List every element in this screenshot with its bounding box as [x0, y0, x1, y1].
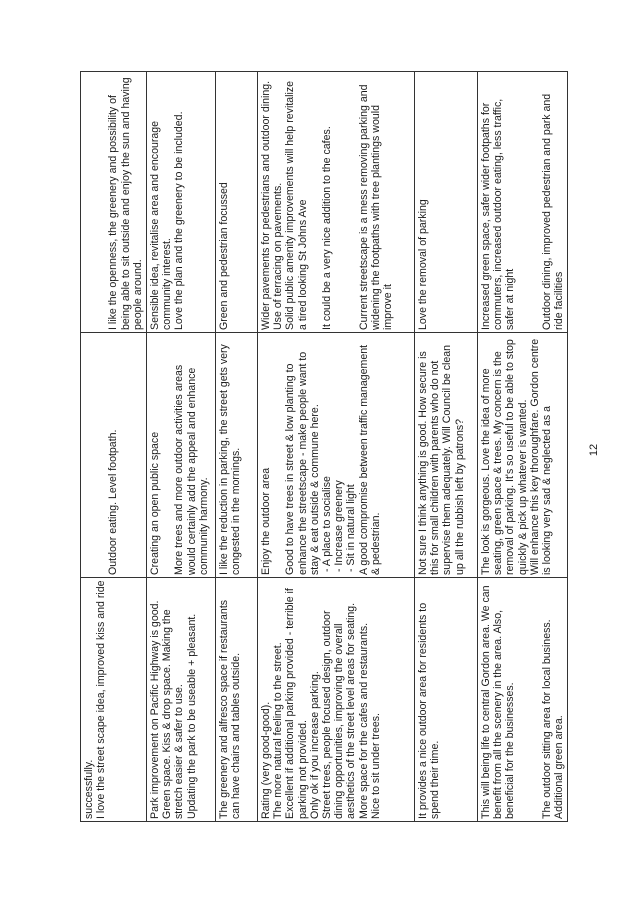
- table-cell: [81, 333, 147, 578]
- cell-text: I like the reduction in parking, the street gets very congested in the mornings.: [218, 341, 243, 575]
- cell-text: Park improvement on Pacific Highway is good. Green space. Kiss & drop space. Making the stretch easier & safer to use. Updating the park to be useable + pleasant.: [149, 600, 198, 819]
- table-cell: [415, 72, 478, 333]
- table-cell: [415, 333, 478, 578]
- cell-text: successfully. I love the street scape idea, improved kiss and ride: [83, 580, 108, 819]
- table-row: [478, 72, 568, 822]
- table-cell: [147, 578, 216, 822]
- cell-text: Green and pedestrian focussed: [218, 182, 231, 330]
- table-cell: [81, 578, 147, 822]
- cell-text: Creating an open public space More trees and more outdoor activities areas would certainly add the appeal and enhance community harmony.: [149, 364, 210, 575]
- cell-text: Love the removal of parking: [417, 199, 430, 330]
- table-row: [415, 72, 478, 822]
- feedback-table: [80, 71, 568, 822]
- table-row: [258, 72, 415, 822]
- table-cell: [478, 72, 568, 333]
- table-row: [147, 72, 216, 822]
- table-cell: [258, 72, 415, 333]
- cell-text: I like the openness, the greenery and possibility of being able to sit outside and enjoy the sun and having people around.: [107, 77, 144, 330]
- cell-text: The greenery and alfresco space if restaurants can have chairs and tables outside.: [218, 596, 243, 819]
- table-cell: [415, 578, 478, 822]
- page-number: 12: [588, 443, 600, 457]
- cell-text: Wider pavements for pedestrians and outdoor dining. Use of terracing on pavements. Solid public amenity improvements will help revitalize a tired looking St Johns Ave It could be a very nice addition to the cafes. Current streetscape is a mess removing parking and widening the footpaths with tree plantings would improve it: [260, 80, 395, 330]
- table-cell: [478, 333, 568, 578]
- cell-text: Sensible idea, revitalise area and encourage community interest. Love the plan and the greenery to be included.: [149, 111, 186, 330]
- table-cell: [478, 578, 568, 822]
- table-cell: [216, 72, 258, 333]
- cell-text: The look is gorgeous. Love the idea of more seating, green space & trees. My concern is the removal of parking. It's so useful to be able to stop quickly & pick up whatever is wanted. Will enhance this key thoroughfare. Gordon centre is looking very sad & neglected as a: [480, 338, 554, 575]
- cell-text: This will being life to central Gordon area. We can benefit from all the scenery in the area. Also, beneficial for the businesses. The outdoor sitting area for local business. Additional green area.: [480, 585, 566, 819]
- cell-text: Enjoy the outdoor area Good to have trees in street & low planting to enhance the streetscape - make people want to stay & eat outside & commune here. - A place to socialise - Increase greenery - Sit in natural light A good compromise between traffic management & pedestrian.: [260, 344, 382, 575]
- table-cell: [258, 333, 415, 578]
- table-cell: [147, 333, 216, 578]
- cell-text: Increased green space, safer wider footpaths for commuters, increased outdoor eating, less traffic, safer at night Outdoor dining, improved pedestrian and park and ride facilities: [480, 93, 566, 330]
- cell-text: Outdoor eating. Level footpath.: [107, 429, 120, 575]
- table-cell: [216, 578, 258, 822]
- table-cell: [258, 578, 415, 822]
- table-cell: [216, 333, 258, 578]
- rotated-table-container: [80, 72, 566, 822]
- table-row: [216, 72, 258, 822]
- cell-text: It provides a nice outdoor area for residents to spend their time.: [417, 599, 442, 819]
- cell-text: Rating (very good-good). The more natural feeling to the street. Excellent if additional parking provided - terrible if parking not provided. Only ok if you increase parking. Street trees, people focused design, outdoor dining opportunities, improving the overall aesthetics of the street level areas for seating. More space for the cafes and restaurants. Nice to sit under trees.: [260, 588, 382, 819]
- table-cell: [147, 72, 216, 333]
- table-cell: [81, 72, 147, 333]
- table-row: [81, 72, 147, 822]
- cell-text: Not sure I think anything is good. How secure is this for small children with parents who do not supervise them adequately. Will Council be clean up all the rubbish left by patrons?: [417, 342, 466, 575]
